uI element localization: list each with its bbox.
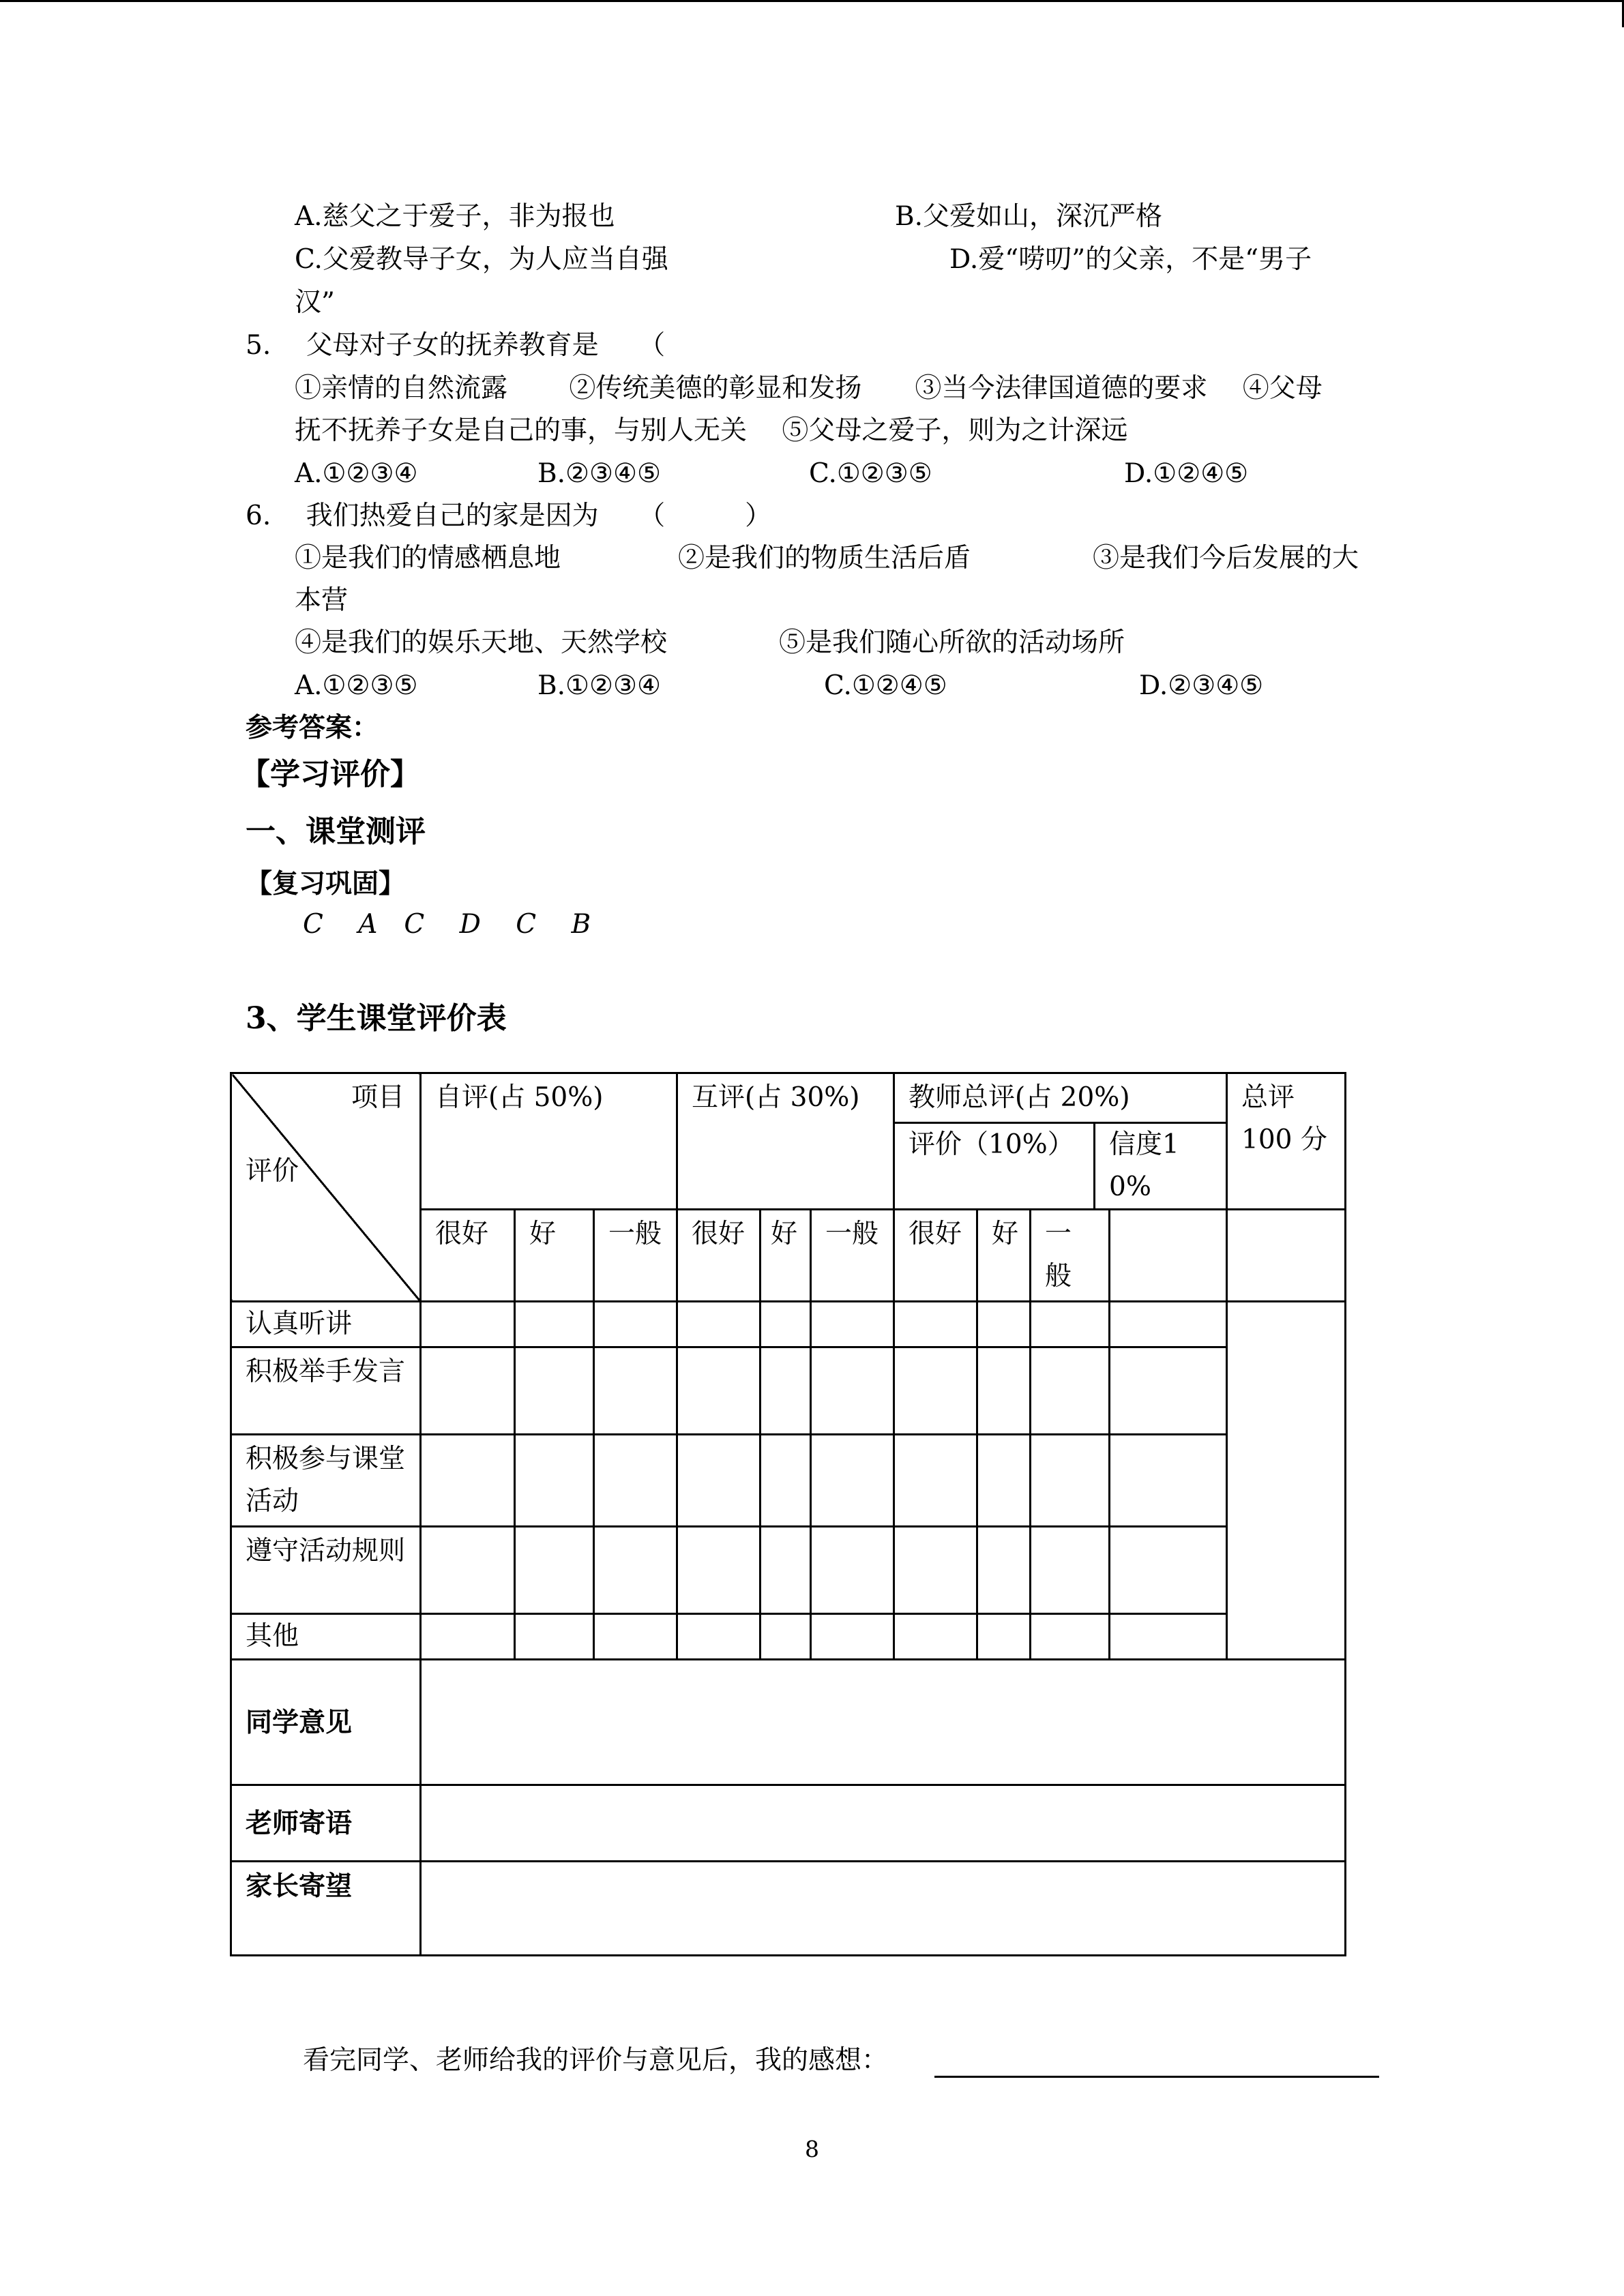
q6-option-a: A.①②③⑤: [295, 670, 418, 701]
reflection-prompt: 看完同学、老师给我的评价与意见后，我的感想：: [303, 2045, 889, 2076]
header-teacher-eval: [894, 1073, 1227, 1210]
table-cell[interactable]: [515, 1614, 594, 1660]
reflection-answer-line[interactable]: [934, 2076, 1379, 2078]
table-cell[interactable]: [594, 1435, 677, 1527]
table-cell[interactable]: [421, 1302, 515, 1347]
table-cell[interactable]: [1110, 1527, 1227, 1614]
table-cell[interactable]: [1031, 1614, 1110, 1660]
table-cell[interactable]: [811, 1347, 894, 1435]
self-very-good: 很好: [421, 1210, 515, 1302]
table-cell[interactable]: [1110, 1435, 1227, 1527]
classmates-comment-cell[interactable]: [421, 1660, 1346, 1785]
header-total-score: 100 分: [1241, 1124, 1327, 1155]
table-cell[interactable]: [1031, 1527, 1110, 1614]
table-cell[interactable]: [761, 1302, 811, 1347]
diagonal-header-cell: [231, 1073, 421, 1302]
header-evaluation: 评价: [246, 1156, 299, 1187]
table-cell[interactable]: [977, 1527, 1031, 1614]
table-cell[interactable]: [811, 1614, 894, 1660]
peer-very-good: 很好: [677, 1210, 761, 1302]
table-cell[interactable]: [515, 1347, 594, 1435]
table-cell[interactable]: [811, 1435, 894, 1527]
table-cell[interactable]: [677, 1527, 761, 1614]
table-cell[interactable]: [977, 1347, 1031, 1435]
table-cell[interactable]: [677, 1435, 761, 1527]
q4-option-c: C.父爱教导子女，为人应当自强: [295, 244, 668, 275]
q6-line1-cont: 本营: [295, 585, 349, 616]
table-cell[interactable]: [515, 1527, 594, 1614]
table-cell[interactable]: [977, 1435, 1031, 1527]
q6-line2b: ⑤是我们随心所欲的活动场所: [779, 627, 1125, 658]
total-merged-cell[interactable]: [1227, 1302, 1346, 1660]
header-item: 项目: [351, 1082, 404, 1113]
parents-comment-cell[interactable]: [421, 1862, 1346, 1956]
table-cell[interactable]: [894, 1347, 977, 1435]
teacher-comment-cell[interactable]: [421, 1785, 1346, 1862]
row-label-parents: 家长寄望: [231, 1862, 421, 1956]
self-good: 好: [515, 1210, 594, 1302]
q6-option-b: B.①②③④: [537, 670, 661, 701]
total-score-cell[interactable]: [1227, 1210, 1346, 1302]
table-cell[interactable]: [1110, 1302, 1227, 1347]
table-cell[interactable]: [811, 1302, 894, 1347]
table-cell[interactable]: [421, 1527, 515, 1614]
row-label-other: 其他: [231, 1614, 421, 1660]
table-cell[interactable]: [594, 1614, 677, 1660]
answer-letters: C A C D C B: [303, 909, 591, 940]
teacher-good: 好: [977, 1210, 1031, 1302]
table-cell[interactable]: [761, 1435, 811, 1527]
table-cell[interactable]: [894, 1302, 977, 1347]
table-cell[interactable]: [515, 1435, 594, 1527]
table-cell[interactable]: [761, 1614, 811, 1660]
section-heading: 【学习评价】: [240, 757, 420, 792]
header-total: [1227, 1073, 1346, 1210]
table-cell[interactable]: [977, 1302, 1031, 1347]
table-cell[interactable]: [761, 1347, 811, 1435]
header-total-label: 总评: [1241, 1082, 1295, 1113]
q4-option-d: D.爱“唠叨”的父亲，不是“男子: [949, 244, 1312, 275]
table-cell[interactable]: [421, 1347, 515, 1435]
review-heading: 【复习巩固】: [246, 868, 406, 899]
q5-line2: 抚不抚养子女是自己的事，与别人无关 ⑤父母之爱子，则为之计深远: [295, 415, 1128, 446]
evaluation-table: [230, 1072, 1346, 1956]
header-credibility: 信度10%: [1109, 1129, 1179, 1202]
q5-option-c: C.①②③⑤: [809, 458, 932, 489]
q5-stem: 5. 父母对子女的抚养教育是 （: [246, 330, 666, 361]
header-peer-eval: 互评(占 30%): [677, 1073, 894, 1210]
peer-good: 好: [761, 1210, 811, 1302]
q6-line1a: ①是我们的情感栖息地: [295, 543, 561, 573]
page-number: 8: [805, 2136, 819, 2162]
table-cell[interactable]: [594, 1347, 677, 1435]
q6-line1c: ③是我们今后发展的大: [1093, 543, 1359, 573]
table-cell[interactable]: [811, 1527, 894, 1614]
table-cell[interactable]: [894, 1527, 977, 1614]
table-cell[interactable]: [421, 1435, 515, 1527]
table-cell[interactable]: [594, 1527, 677, 1614]
table-cell[interactable]: [1031, 1302, 1110, 1347]
row-label-listen: 认真听讲: [231, 1302, 421, 1347]
teacher-very-good: 很好: [894, 1210, 977, 1302]
table-cell[interactable]: [421, 1614, 515, 1660]
table-cell[interactable]: [677, 1614, 761, 1660]
peer-average: 一般: [811, 1210, 894, 1302]
q4-option-d-cont: 汉”: [295, 287, 335, 318]
q5-option-a: A.①②③④: [295, 458, 418, 489]
teacher-average: 一般: [1031, 1210, 1110, 1302]
table-cell[interactable]: [677, 1302, 761, 1347]
table-cell[interactable]: [1110, 1347, 1227, 1435]
table-cell[interactable]: [1031, 1435, 1110, 1527]
table-cell[interactable]: [977, 1614, 1031, 1660]
table-cell[interactable]: [894, 1614, 977, 1660]
self-average: 一般: [594, 1210, 677, 1302]
header-self-eval: 自评(占 50%): [421, 1073, 677, 1210]
row-label-follow-rules: 遵守活动规则: [231, 1527, 421, 1614]
q5-option-d: D.①②④⑤: [1124, 458, 1249, 489]
table-cell[interactable]: [677, 1347, 761, 1435]
row-label-participate: 积极参与课堂活动: [231, 1435, 421, 1527]
top-border: [0, 0, 1624, 2]
table-cell[interactable]: [761, 1527, 811, 1614]
q5-option-b: B.②③④⑤: [537, 458, 661, 489]
q5-line1: ①亲情的自然流露 ②传统美德的彰显和发扬 ③当今法律国道德的要求 ④父母: [295, 373, 1323, 404]
table-cell[interactable]: [894, 1435, 977, 1527]
q6-stem: 6. 我们热爱自己的家是因为 （ ）: [246, 501, 772, 531]
header-teacher-title: 教师总评(占 20%): [895, 1074, 1226, 1124]
row-label-raise-hand: 积极举手发言: [231, 1347, 421, 1435]
row-label-classmates: 同学意见: [231, 1660, 421, 1785]
q6-line2a: ④是我们的娱乐天地、天然学校: [295, 627, 668, 658]
table-cell[interactable]: [515, 1302, 594, 1347]
header-teacher-rating: 评价（10%）: [895, 1124, 1095, 1208]
table-cell[interactable]: [594, 1302, 677, 1347]
q6-line1b: ②是我们的物质生活后盾: [678, 543, 971, 573]
q4-option-a: A.慈父之于爱子，非为报也: [295, 201, 615, 232]
answers-label: 参考答案：: [246, 712, 379, 743]
table-cell[interactable]: [1031, 1347, 1110, 1435]
q4-option-b: B.父爱如山，深沉严格: [895, 201, 1163, 232]
teacher-credibility-cell[interactable]: [1110, 1210, 1227, 1302]
row-label-teacher: 老师寄语: [231, 1785, 421, 1862]
table-cell[interactable]: [1110, 1614, 1227, 1660]
table-title: 3、学生课堂评价表: [246, 1001, 507, 1036]
q6-option-d: D.②③④⑤: [1139, 670, 1264, 701]
subsection-heading: 一、课堂测评: [246, 814, 426, 849]
q6-option-c: C.①②④⑤: [824, 670, 947, 701]
